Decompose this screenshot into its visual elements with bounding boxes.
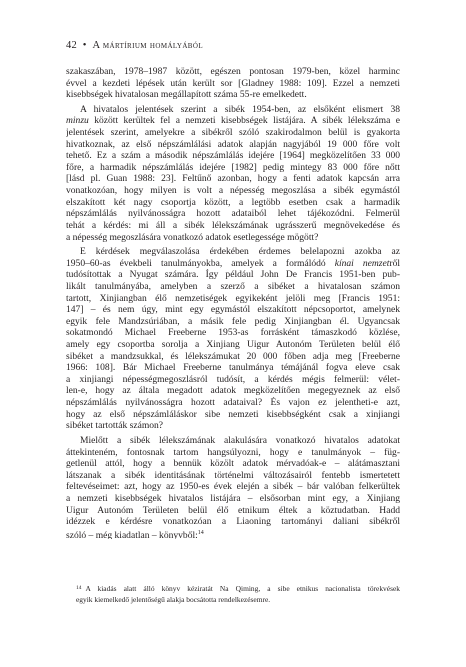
text-line: népszámlálás nyilvánosságra hozott adataival? És vajon ez jelentheti-e azt, [66, 397, 400, 409]
text-line: sibéket tartották számon? [66, 420, 164, 432]
footnote-line [66, 595, 400, 606]
footnote [66, 584, 400, 605]
text-line: amely egy csoportba sorolja a Xinjiang Uigur Autonóm Területen belül élő [66, 339, 400, 351]
text-line: főre, a harmadik népszámlálás idejére [1982] pedig mintegy 83 000 főre nőtt [66, 161, 400, 173]
text-line: tehát a kérdés: mi áll a sibék lélekszámának ugrásszerű megnövekedése és [66, 219, 400, 231]
text-line: látszanak a sibék identitásának történelmi változásairól fentebb ismertetett [66, 469, 400, 481]
italic-term: kínai nemzet [334, 257, 390, 269]
text-line: elszakított két nagy csoportja között, a legtöbb esetben csak a harmadik [66, 196, 400, 208]
page-number: 42 [66, 40, 77, 51]
text-line: tehető. Ez a szám a második népszámlálás idejére [1964] megközelítően 33 000 [66, 150, 400, 162]
footnote-reference[interactable]: 14 [197, 529, 204, 536]
text-line: E kérdések megválaszolása érdekében érdemes belelapozni azokba az [80, 246, 400, 258]
text-line: jelentések szerint, amelyekre a sibékről szóló szakirodalmon belül is gyakorta [66, 127, 400, 139]
text-line: évvel a kezdeti lépések után került sor [Gladney 1988: 109]. Ezzel a nemzeti [66, 77, 400, 89]
footnote-line [66, 584, 400, 595]
text-line: 1950–60-as évekbeli tanulmányokba, amelyek a formálódó kínai nemzetről [66, 257, 400, 269]
footnote-number: 14 [76, 584, 82, 591]
text-line: idézzek e kérdésre vonatkozóan a Liaoning tartományi daliani sibékről [66, 516, 400, 528]
text-line: likált tanulmányába, amelyben a szerző a sibéket a hivatalosan számon [66, 280, 400, 292]
text-line: minzu között kerültek fel a nemzeti kisebbségek listájára. A sibék lélekszáma e [66, 115, 400, 127]
footnote-text: A kiadás alatt álló könyv kéziratát Na Qiming, a sibe etnikus nacionalista törekvések [85, 584, 400, 593]
text-line: sibéket a mandzsukkal, és lélekszámukat 20 000 főben adja meg [Freeberne [66, 350, 400, 362]
text-line: feltevéseimet: azt, hogy az 1950-es évek elején a sibék – bár valóban felkerültek [66, 481, 400, 493]
text-line: szakaszában, 1978–1987 között, egészen pontosan 1979-ben, közel harminc [66, 66, 400, 77]
text-line: a nemzeti kisebbségek hivatalos listájára – elsősorban mint egy, a Xinjiang [66, 492, 400, 504]
text-line: szóló – még kiadatlan – könyvből:$^{14}$ [66, 529, 204, 540]
text-line: 147] – és nem úgy, mint egy egymástól elszakított népcsoportot, amelynek [66, 304, 400, 316]
text-line: tartott, Xinjiangban élő nemzetiségek egyikeként jelöli meg [Francis 1951: [66, 292, 400, 304]
text-line: A hivatalos jelentések szerint a sibék 1954-ben, az elsőként elismert 38 [80, 103, 400, 115]
book-title: A mártírium homályából [92, 40, 203, 51]
text-line: a népesség megoszlására vonatkozó adatok esetlegessége mögött? [66, 231, 319, 243]
text-line: 1966: 108]. Bár Michael Freeberne tanulmánya témájánál fogva eleve csak [66, 362, 400, 374]
header-bullet: • [82, 40, 87, 51]
text-line: getlenül attól, hogy a bennük közölt adatok mérvadóak-e – alátámasztani [66, 458, 400, 470]
body-text [66, 66, 400, 539]
text-line: népszámlálás nyilvánosságra hozott adataiból lehet tájékozódni. Felmerül [66, 208, 400, 220]
text-line: hogy az első népszámláláskor sibe nemzeti kisebbségként csak a xinjiangi [66, 408, 400, 420]
text-line: a xinjiangi népességmegoszlásról tudósít, a kérdés mégis felmerül: vélet- [66, 373, 400, 385]
text-line: sokatmondó Michael Freeberne 1953-as forrásként támaszkodó közlése, [66, 327, 400, 339]
text-line: [lásd pl. Guan 1988: 23]. Feltűnő azonban, hogy a fenti adatok kapcsán arra [66, 173, 400, 185]
text-line: Mielőtt a sibék lélekszámának alakulására vonatkozó hivatalos adatokat [80, 434, 400, 446]
text-line: áttekinteném, fontosnak tartom hangsúlyozni, hogy e tanulmányok – füg- [66, 446, 400, 458]
text-line: kisebbségek hivatalosan megállapított száma 55-re emelkedett. [66, 89, 307, 101]
text-line: tudósítottak a Nyugat számára. Így például John De Francis 1951-ben pub- [66, 269, 400, 281]
text-line: egyik fele Mandzsúriában, a másik fele pedig Xinjiangban él. Ugyancsak [66, 315, 400, 327]
text-line: len-e, hogy az általa megadott adatok megközelítően megegyeznek az első [66, 385, 400, 397]
text-line: vonatkozóan, hogy milyen is volt a népesség megoszlása a sibék egymástól [66, 185, 400, 197]
text-line: Uigur Autonóm Területen belül élő etnikum éltek a köztudatban. Hadd [66, 504, 400, 516]
italic-term: minzu [66, 115, 89, 127]
text-line: hivatkoznak, az első népszámlálási adatok alapján nagyjából 19 000 főre volt [66, 138, 400, 150]
footnote-text: egyik kiemelkedő jelentőségű alakja bocsátotta rendelkezésemre. [76, 594, 271, 604]
running-header [66, 40, 203, 51]
